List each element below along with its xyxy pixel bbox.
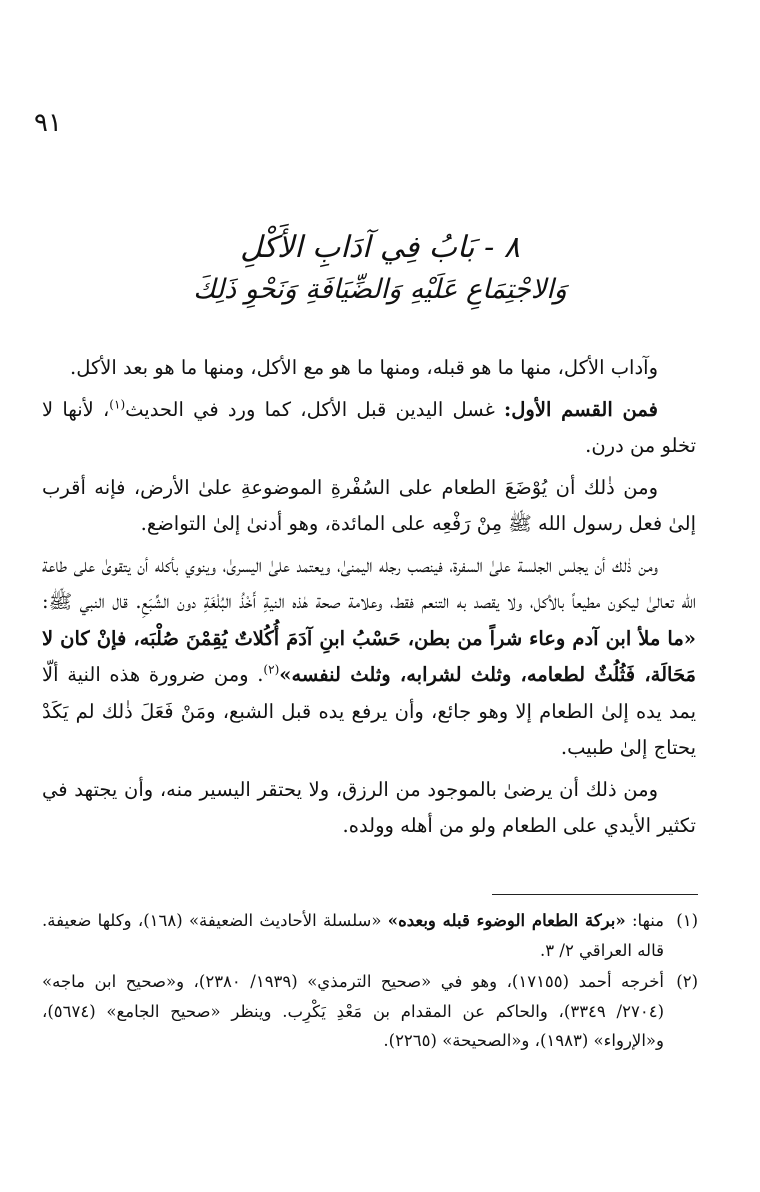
footnote-2-number: (٢) <box>676 972 698 991</box>
paragraph-contentment: ومن ذلك أن يرضىٰ بالموجود من الرزق، ولا يحتقر اليسير منه، وأن يجتهد في تكثير الأيدي على الطعام ولو من أهله وولده. <box>42 777 696 837</box>
hadith-quote: «ما ملأ ابن آدم وعاء شراً من بطن، حَسْبُ ابنِ آدَمَ أُكُلاتٌ يُقِمْنَ صُلْبَه، فإنْ كان لا مَحَالَة، فَثُلُثٌ لطعامه، وثلث لشرابه، وثلث لنفسه» <box>42 626 696 686</box>
sitting-text-end: . ومن ضرورة هذه النية ألّا يمد يده إلىٰ الطعام إلا وهو جائع، وأن يرفع يده قبل الشبع، ومَنْ فَعَلَ ذٰلك لم يَكَدْ يحتاج إلىٰ طبيب. <box>42 663 696 759</box>
footnote-divider <box>492 894 698 895</box>
sitting-text: ومن ذٰلك أن يجلس الجلسة علىٰ السفرة، فينصب رجله اليمنىٰ، ويعتمد علىٰ اليسرىٰ، وينوي بأكله أن يتقوىٰ على طاعة الله تعالىٰ ليكون مطيعاً بالأكل، ولا يقصد به التنعم فقط، وعلامة صحة هٰذه النيةِ أَخْذُ البُلْغَةِ دون الشِّبَعِ. قال النبي ﷺ: <box>42 553 696 613</box>
footnote-ref-1[interactable]: (١) <box>109 397 126 411</box>
footnote-2-text: أخرجه أحمد (١٧١٥٥)، وهو في «صحيح الترمذي» (١٩٣٩/ ٢٣٨٠)، و«صحيح ابن ماجه» (٢٧٠٤/ ٣٣٤٩)، والحاكم عن المقدام بن مَعْدِ يَكْرِب. وينظر «صحيح الجامع» (٥٦٧٤)، و«الإرواء» (١٩٨٣)، و«الصحيحة» (٢٢٦٥). <box>42 972 664 1050</box>
footnotes <box>42 906 698 1058</box>
footnote-1-number: (١) <box>676 911 698 930</box>
first-section-end: ، لأنها لا تخلو من درن. <box>42 397 696 457</box>
footnote-2 <box>42 967 698 1056</box>
paragraph-first-section <box>42 392 696 465</box>
paragraph-sitting <box>42 548 696 767</box>
footnote-1-text: «سلسلة الأحاديث الضعيفة» (١٦٨)، وكلها ضعيفة. قاله العراقي ٢/ ٣. <box>42 911 664 960</box>
paragraph-intro: وآداب الأكل، منها ما هو قبله، ومنها ما هو مع الأكل، ومنها ما هو بعد الأكل. <box>70 356 658 379</box>
footnote-1-title: «بركة الطعام الوضوء قبله وبعده» <box>387 911 626 930</box>
body-text <box>42 350 696 850</box>
page-number: ٩١ <box>34 108 62 138</box>
paragraph-sufra: ومن ذٰلك أن يُوْضَعَ الطعام على السُفْرةِ الموضوعةِ علىٰ الأرض، فإنه أقرب إلىٰ فعل رسول الله ﷺ مِنْ رَفْعِه على المائدة، وهو أدنىٰ إلىٰ التواضع. <box>42 475 696 535</box>
first-section-label: فمن القسم الأول: <box>504 397 658 421</box>
footnote-1 <box>42 906 698 965</box>
chapter-title-line-2: وَالاجْتِمَاعِ عَلَيْهِ وَالضِّيَافَةِ وَنَحْوِ ذَلِكَ <box>193 274 567 305</box>
footnote-ref-2[interactable]: (٢) <box>263 662 280 677</box>
first-section-text: غسل اليدين قبل الأكل، كما ورد في الحديث <box>125 397 495 421</box>
footnote-1-lead: منها: <box>632 911 665 930</box>
chapter-title-line-1: ٨ - بَابُ فِي آدَابِ الأَكْلِ <box>240 230 520 265</box>
chapter-title <box>120 226 640 310</box>
